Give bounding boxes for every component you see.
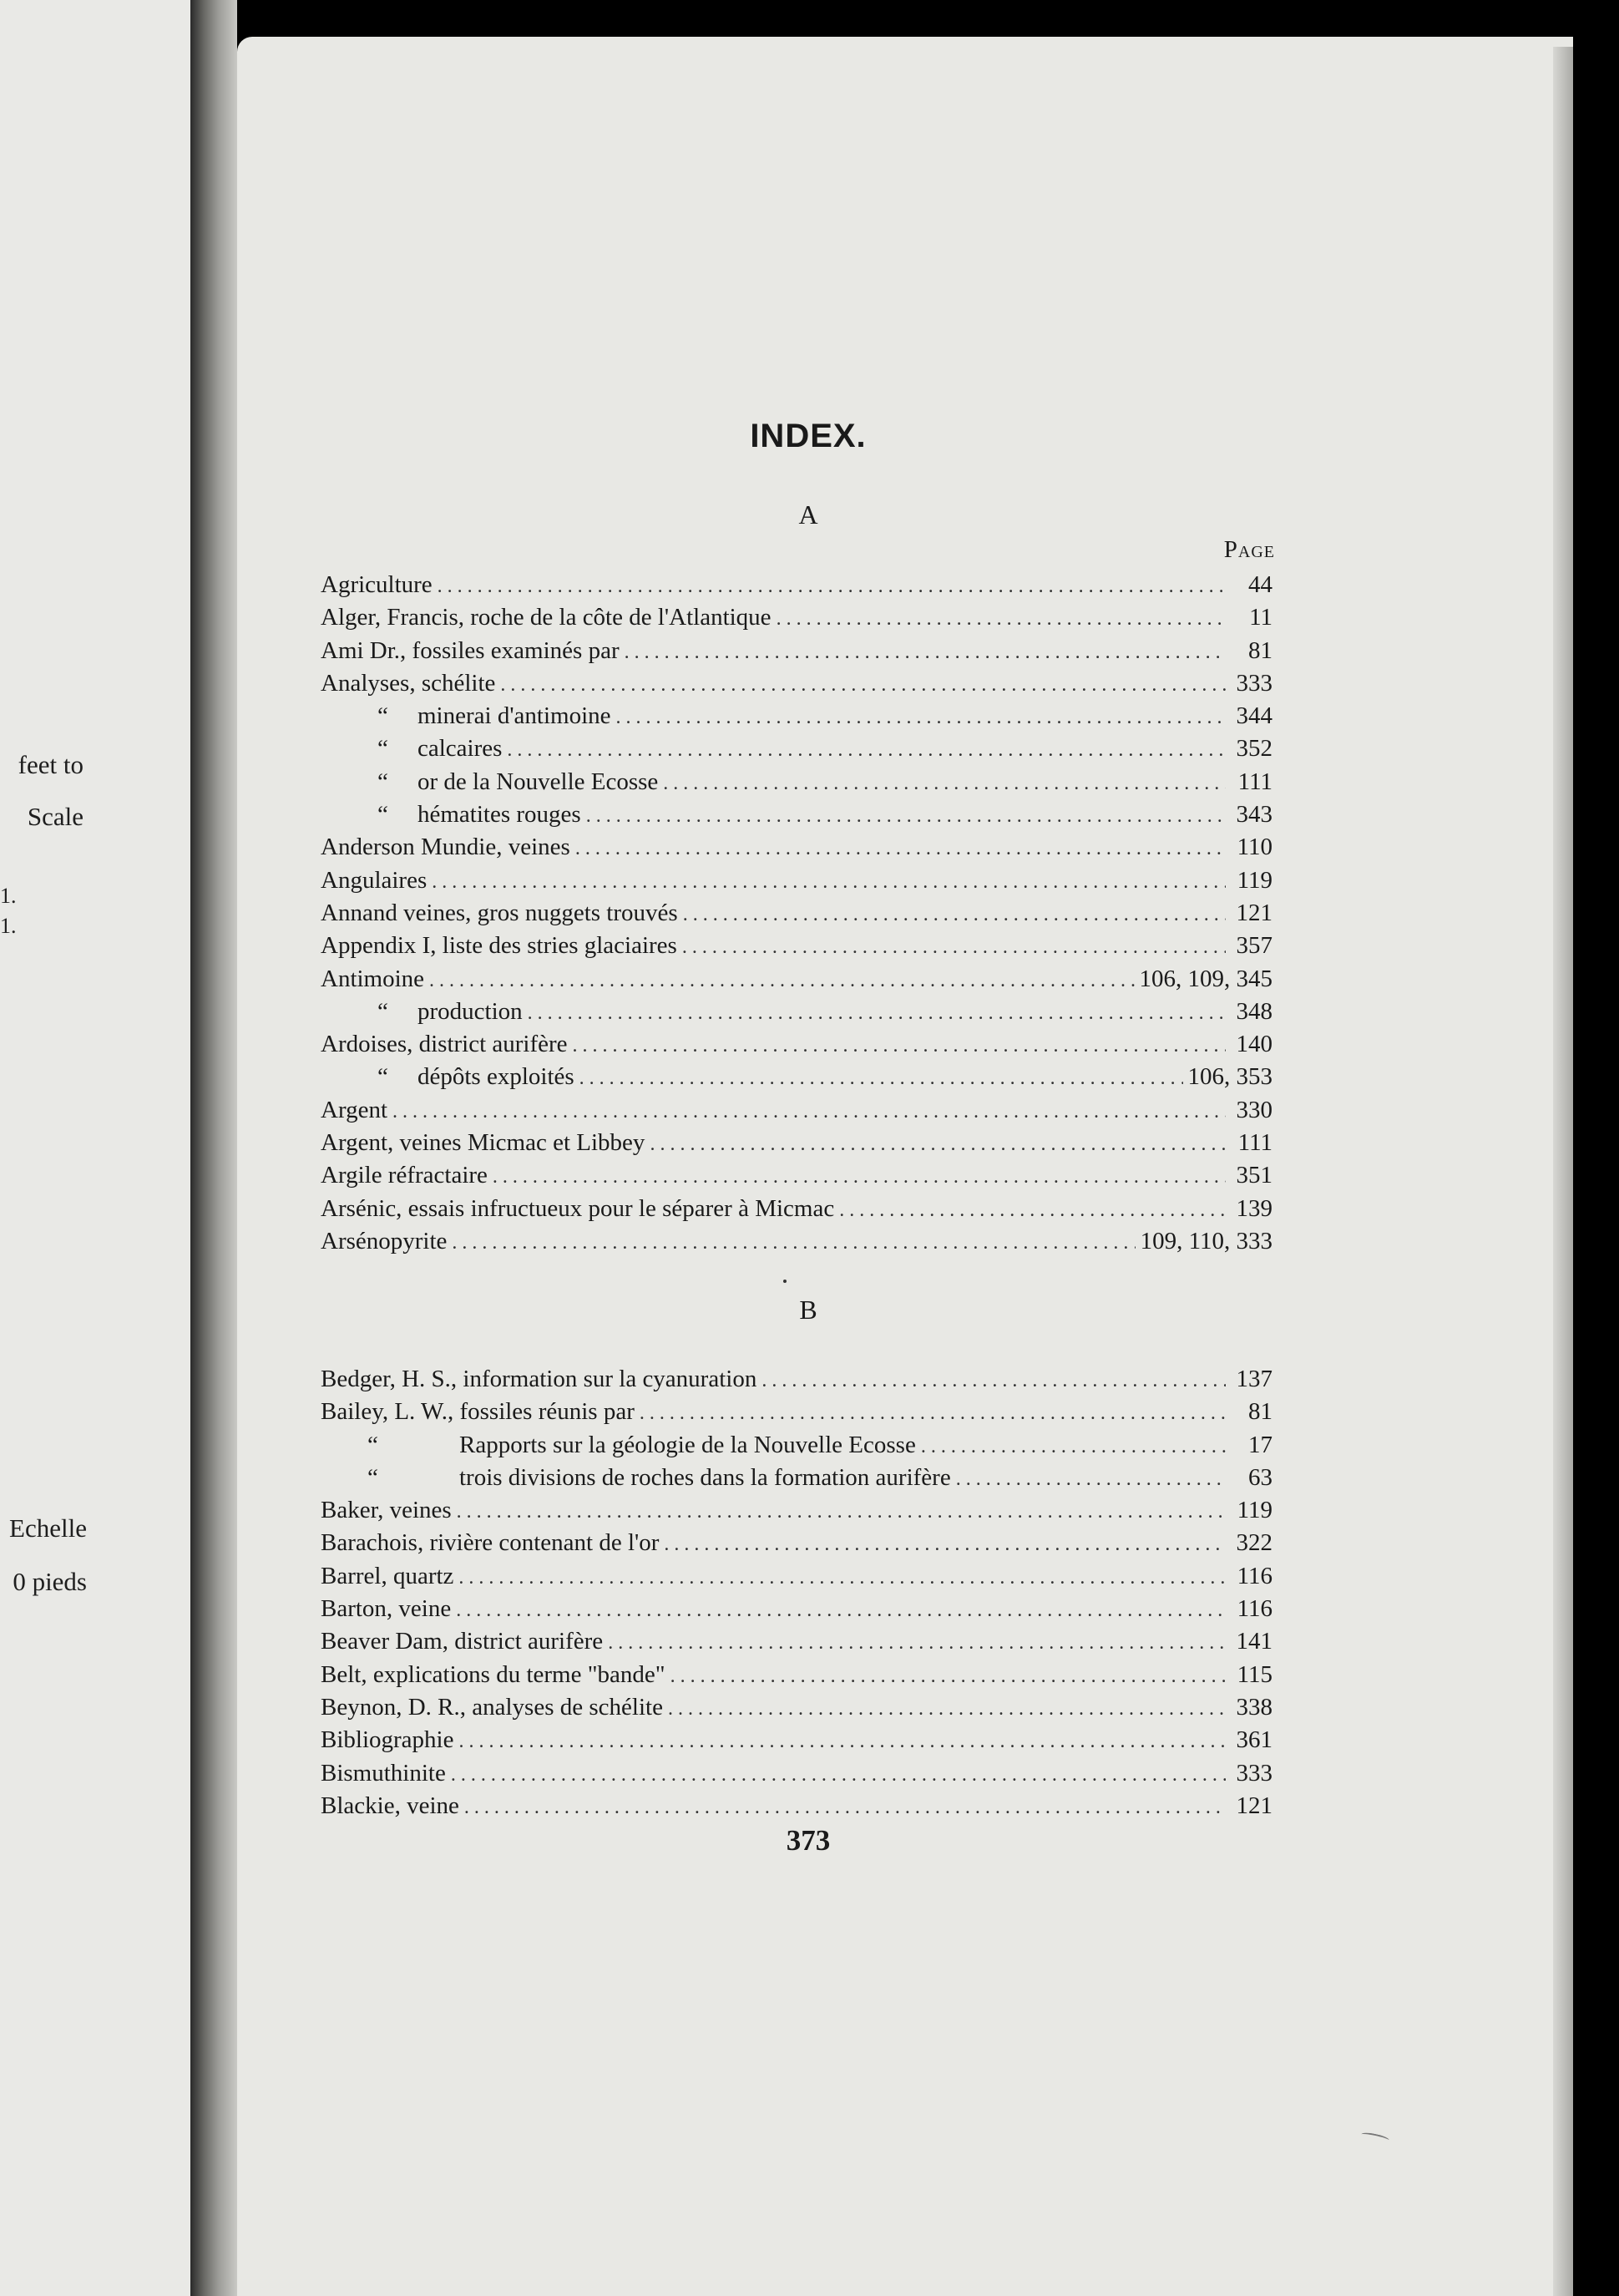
dot-leader xyxy=(579,1062,1183,1095)
entry-pages: 81 xyxy=(1248,1398,1272,1426)
index-entry xyxy=(321,601,1272,634)
entry-label: Belt, explications du terme "bande" xyxy=(321,1660,665,1688)
dot-leader xyxy=(392,1096,1226,1128)
entry-pages: 17 xyxy=(1248,1431,1272,1458)
ditto-mark: “ xyxy=(377,801,388,829)
dot-leader xyxy=(761,1365,1226,1397)
entry-pages: 109, 110, 333 xyxy=(1140,1227,1272,1254)
dot-leader xyxy=(464,1792,1226,1824)
entry-pages: 352 xyxy=(1236,735,1272,763)
dot-leader xyxy=(493,1161,1226,1194)
entry-label: Barrel, quartz xyxy=(321,1562,454,1589)
index-entry xyxy=(321,766,1272,798)
index-entry xyxy=(321,1560,1272,1593)
index-entry xyxy=(321,1790,1272,1822)
index-entry xyxy=(321,1429,1272,1462)
entry-pages: 111 xyxy=(1237,768,1272,795)
index-entry xyxy=(321,569,1272,601)
entry-pages: 140 xyxy=(1236,1031,1272,1058)
ditto-mark: “ xyxy=(377,997,388,1025)
index-entry xyxy=(321,1462,1272,1494)
entry-label: Annand veines, gros nuggets trouvés xyxy=(321,899,678,926)
index-entry xyxy=(321,1396,1272,1428)
index-entry xyxy=(321,897,1272,930)
ditto-mark: “ xyxy=(367,1431,378,1458)
entry-pages: 338 xyxy=(1236,1693,1272,1721)
index-entry xyxy=(321,1691,1272,1724)
entry-label: Bedger, H. S., information sur la cyanuration xyxy=(321,1366,757,1392)
book-spine xyxy=(190,0,237,2296)
dot-leader xyxy=(438,570,1226,603)
page-title: INDEX. xyxy=(750,418,867,454)
dot-leader xyxy=(670,1660,1226,1693)
index-entry xyxy=(321,996,1272,1028)
dot-leader xyxy=(663,768,1226,800)
entry-pages: 81 xyxy=(1248,636,1272,664)
entry-label: Bibliographie xyxy=(321,1726,454,1754)
entry-pages: 119 xyxy=(1237,1497,1272,1524)
index-entry xyxy=(321,930,1272,962)
index-entry xyxy=(321,635,1272,667)
entry-pages: 119 xyxy=(1237,866,1272,894)
dot-leader xyxy=(664,1528,1226,1561)
left-page-fragment xyxy=(0,0,190,2296)
entry-pages: 348 xyxy=(1236,997,1272,1025)
index-entry xyxy=(321,1659,1272,1691)
page-edge xyxy=(1553,47,1573,2296)
index-entry xyxy=(321,1028,1272,1061)
entry-label: or de la Nouvelle Ecosse xyxy=(417,768,659,795)
entry-label: Rapports sur la géologie de la Nouvelle Ecosse xyxy=(459,1431,916,1458)
entry-label: Agriculture xyxy=(321,571,433,598)
entry-label: dépôts exploités xyxy=(417,1063,574,1091)
index-entry xyxy=(321,1757,1272,1790)
entry-pages: 44 xyxy=(1248,571,1272,598)
index-entry xyxy=(321,963,1272,996)
entry-label: Arsénopyrite xyxy=(321,1227,448,1254)
dot-leader xyxy=(457,1496,1226,1528)
entry-pages: 330 xyxy=(1236,1096,1272,1123)
entry-pages: 333 xyxy=(1236,1759,1272,1787)
ditto-mark: “ xyxy=(377,1063,388,1091)
entry-label: Ardoises, district aurifère xyxy=(321,1031,568,1058)
index-entry xyxy=(321,1593,1272,1625)
dot-leader xyxy=(650,1128,1226,1161)
index-entry xyxy=(321,1527,1272,1559)
dot-leader xyxy=(573,1030,1226,1062)
entry-label: Analyses, schélite xyxy=(321,669,496,697)
entry-pages: 357 xyxy=(1236,932,1272,960)
dot-leader xyxy=(625,636,1226,669)
section-letter-b: B xyxy=(799,1295,817,1325)
entry-label: Argent xyxy=(321,1096,388,1123)
entry-label: trois divisions de roches dans la formation aurifère xyxy=(459,1463,951,1491)
entry-pages: 333 xyxy=(1236,669,1272,697)
entry-pages: 111 xyxy=(1237,1129,1272,1157)
dot-leader xyxy=(458,1562,1226,1594)
entry-pages: 121 xyxy=(1236,899,1272,926)
entry-label: Argent, veines Micmac et Libbey xyxy=(321,1129,645,1157)
dot-leader xyxy=(586,800,1226,833)
ditto-mark: “ xyxy=(377,702,388,730)
dot-leader xyxy=(640,1397,1226,1430)
index-entry xyxy=(321,700,1272,732)
dot-leader xyxy=(458,1726,1226,1758)
entry-label: Blackie, veine xyxy=(321,1792,459,1819)
section-letter-a: A xyxy=(798,499,818,530)
index-entry xyxy=(321,1225,1272,1258)
index-entry xyxy=(321,667,1272,700)
index-entry xyxy=(321,798,1272,831)
entry-pages: 115 xyxy=(1237,1660,1272,1688)
index-entry xyxy=(321,1363,1272,1396)
entry-label: Bailey, L. W., fossiles réunis par xyxy=(321,1398,635,1426)
entry-label: Angulaires xyxy=(321,866,428,894)
entry-label: Ami Dr., fossiles examinés par xyxy=(321,636,620,664)
entry-label: Beaver Dam, district aurifère xyxy=(321,1628,604,1655)
page-number: 373 xyxy=(786,1824,831,1857)
index-list-b xyxy=(321,1363,1272,1822)
dot-leader xyxy=(452,1227,1135,1260)
index-entry xyxy=(321,864,1272,897)
index-entry xyxy=(321,1494,1272,1527)
dot-leader xyxy=(956,1463,1226,1496)
ditto-mark: “ xyxy=(367,1463,378,1491)
entry-pages: 322 xyxy=(1236,1529,1272,1557)
entry-pages: 343 xyxy=(1236,801,1272,829)
dot-leader xyxy=(528,997,1226,1030)
entry-label: Antimoine xyxy=(321,965,425,992)
entry-label: minerai d'antimoine xyxy=(417,702,611,730)
entry-label: Appendix I, liste des stries glaciaires xyxy=(321,932,677,960)
dot-leader xyxy=(616,702,1226,734)
ditto-mark: “ xyxy=(377,768,388,795)
index-entry xyxy=(321,1724,1272,1756)
entry-pages: 139 xyxy=(1236,1194,1272,1222)
entry-label: Argile réfractaire xyxy=(321,1162,488,1189)
entry-pages: 110 xyxy=(1237,834,1272,861)
left-fragment-5: Echelle xyxy=(9,1513,87,1543)
page-column-label: Page xyxy=(1223,536,1275,563)
index-entry xyxy=(321,1625,1272,1658)
index-entry xyxy=(321,1061,1272,1093)
dot-leader xyxy=(456,1594,1226,1627)
left-fragment-3: 1. xyxy=(0,884,17,908)
entry-label: Barton, veine xyxy=(321,1595,452,1623)
index-entry xyxy=(321,1094,1272,1127)
index-entry xyxy=(321,732,1272,765)
dot-leader xyxy=(668,1693,1226,1726)
entry-label: Alger, Francis, roche de la côte de l'Atlantique xyxy=(321,604,772,631)
left-fragment-6: 0 pieds xyxy=(13,1567,87,1596)
entry-pages: 137 xyxy=(1236,1366,1272,1392)
dot-leader xyxy=(777,603,1226,636)
entry-label: Barachois, rivière contenant de l'or xyxy=(321,1529,660,1557)
index-list-a xyxy=(321,569,1272,1258)
dot-leader xyxy=(683,899,1226,931)
ditto-mark: “ xyxy=(377,735,388,763)
entry-pages: 351 xyxy=(1236,1162,1272,1189)
index-entry xyxy=(321,831,1272,864)
entry-label: calcaires xyxy=(417,735,503,763)
dot-leader xyxy=(839,1194,1226,1227)
index-entry xyxy=(321,1127,1272,1159)
entry-pages: 63 xyxy=(1248,1463,1272,1491)
entry-label: hématites rouges xyxy=(417,801,581,829)
entry-label: Bismuthinite xyxy=(321,1759,446,1787)
index-entry xyxy=(321,1159,1272,1192)
index-entry xyxy=(321,1193,1272,1225)
entry-label: production xyxy=(417,997,523,1025)
entry-label: Baker, veines xyxy=(321,1497,452,1524)
dot-leader xyxy=(500,669,1226,702)
entry-label: Arsénic, essais infructueux pour le séparer à Micmac xyxy=(321,1194,835,1222)
dot-leader xyxy=(608,1627,1226,1660)
entry-pages: 11 xyxy=(1249,604,1272,631)
entry-pages: 141 xyxy=(1236,1628,1272,1655)
entry-label: Anderson Mundie, veines xyxy=(321,834,570,861)
entry-pages: 106, 109, 345 xyxy=(1139,965,1272,992)
dot-leader xyxy=(507,734,1226,767)
left-fragment-2: Scale xyxy=(27,802,83,831)
stray-dot xyxy=(783,1280,787,1283)
entry-pages: 361 xyxy=(1236,1726,1272,1754)
entry-pages: 106, 353 xyxy=(1187,1063,1272,1091)
dot-leader xyxy=(429,965,1134,997)
dot-leader xyxy=(921,1431,1226,1463)
entry-label: Beynon, D. R., analyses de schélite xyxy=(321,1693,663,1721)
dot-leader xyxy=(451,1759,1226,1792)
dot-leader xyxy=(432,866,1226,899)
left-fragment-4: 1. xyxy=(0,914,17,938)
entry-pages: 121 xyxy=(1236,1792,1272,1819)
dot-leader xyxy=(575,833,1226,865)
entry-pages: 344 xyxy=(1236,702,1272,730)
entry-pages: 116 xyxy=(1237,1595,1272,1623)
left-fragment-1: feet to xyxy=(18,750,83,779)
entry-pages: 116 xyxy=(1237,1562,1272,1589)
dot-leader xyxy=(682,931,1226,964)
